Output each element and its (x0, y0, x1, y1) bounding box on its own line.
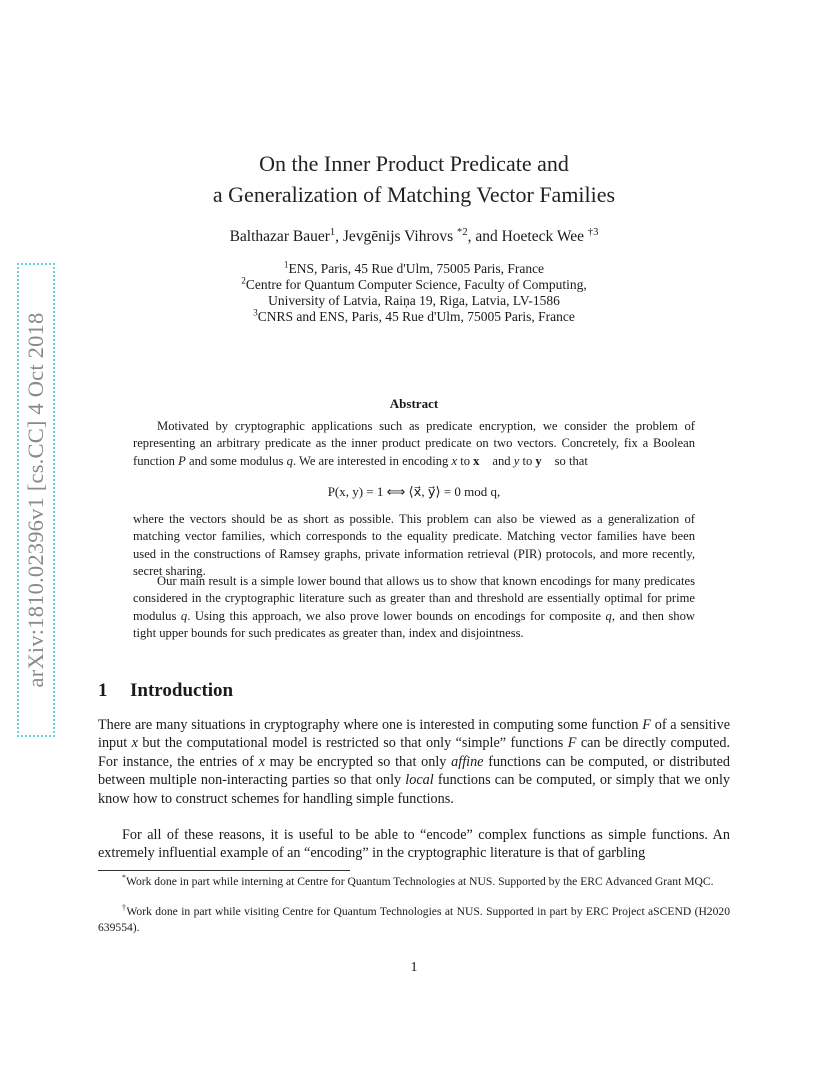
math-symbol: x (451, 453, 458, 468)
body-text: of a sensitive input (98, 717, 731, 752)
display-equation: P(x, y) = 1 ⟺ ⟨x⃗, y⃗⟩ = 0 mod q, (327, 484, 501, 499)
affiliation-mark: 1 (329, 226, 336, 238)
footnote-mark: † (122, 903, 127, 913)
emphasis-text: affine (451, 753, 484, 770)
math-symbol: q (605, 608, 612, 623)
abstract-text: , and then show tight upper bounds for such predicates as greater than, index and disjointness. (133, 608, 695, 640)
abstract-text: Our main result is a simple lower bound that allows us to show that known encodings for many predicates considered in the cryptographic literature such as greater than and threshold are essentially optimal for prime modulus (133, 574, 695, 623)
section-heading (98, 680, 233, 702)
body-text: but the computational model is restricted so that only “simple” functions (137, 735, 568, 752)
abstract-text: so that (551, 453, 588, 468)
abstract-text: Motivated by cryptographic applications such as predicate encryption, we consider the problem of representing an arbitrary predicate as the inner product predicate on two vectors. Concretely, fix a Boolean function (133, 419, 695, 468)
affiliation-2-cont: University of Latvia, Raiņa 19, Riga, Latvia, LV-1586 (268, 293, 560, 308)
body-text: functions can be computed, or simply that we only know how to construct schemes for handling simple functions. (98, 772, 730, 807)
math-symbol: q (180, 608, 188, 623)
math-symbol: x (258, 753, 265, 770)
affiliation-3 (0, 309, 828, 325)
abstract-text: . Using this approach, we also prove lower bounds on encodings for composite (187, 608, 606, 623)
math-symbol: q (286, 453, 293, 468)
body-text: may be encrypted so that only (264, 753, 452, 770)
footnote-text: Work done in part while interning at Centre for Quantum Technologies at NUS. Supported by the ERC Advanced Grant MQC. (125, 875, 714, 888)
author-name: Balthazar Bauer (229, 228, 330, 245)
body-text: There are many situations in cryptography where one is interested in computing some function (98, 717, 643, 733)
footnote-2 (98, 904, 730, 935)
author-name: Hoeteck Wee (501, 228, 588, 245)
affiliation-text: Centre for Quantum Computer Science, Faculty of Computing, (245, 277, 587, 292)
affiliation-mark: †3 (587, 226, 599, 238)
abstract-paragraph-2: where the vectors should be as short as possible. This problem can also be viewed as a generalization of matching vector families, which corresponds to the equality predicate. Matching vector families have been used in the constructions of Ramsey graphs, private information retrieval (PIR) protocols, and more recently, secret sharing. (133, 512, 695, 578)
paper-title-line-2: a Generalization of Matching Vector Families (212, 182, 616, 207)
math-vector: y⃗ (535, 453, 552, 468)
intro-paragraph-1 (98, 716, 730, 808)
abstract-paragraph-1 (133, 418, 695, 470)
author-name: Jevgēnijs Vihrovs (342, 228, 458, 245)
author-separator: , (335, 228, 343, 245)
math-symbol: x (131, 735, 138, 752)
arxiv-stamp: arXiv:1810.02396v1 [cs.CC] 4 Oct 2018 (23, 312, 48, 688)
author-separator: , and (467, 228, 502, 245)
author-list (0, 228, 828, 246)
footnote-1 (98, 874, 730, 890)
abstract-text: to (519, 453, 536, 468)
affiliation-text: CNRS and ENS, Paris, 45 Rue d'Ulm, 75005 Paris, France (257, 309, 575, 324)
math-symbol: F (642, 717, 651, 733)
abstract-text: and some modulus (185, 453, 287, 468)
intro-paragraph-2: For all of these reasons, it is useful to be able to “encode” complex functions as simple functions. An extremely influential example of an “encoding” in the cryptographic literature is that of garbling (98, 827, 730, 862)
page-number: 1 (410, 960, 418, 975)
affiliation-mark: 1 (283, 259, 289, 270)
affiliation-1 (0, 261, 828, 277)
affiliation-text: ENS, Paris, 45 Rue d'Ulm, 75005 Paris, France (288, 261, 545, 276)
affiliation-mark: 2 (241, 275, 246, 286)
section-number: 1 (98, 680, 108, 701)
affiliation-mark: *2 (457, 226, 468, 238)
abstract-text: and (489, 453, 514, 468)
footnote-mark: * (122, 873, 126, 883)
math-symbol: P (178, 453, 186, 468)
emphasis-text: local (405, 772, 434, 789)
math-vector: x⃗ (473, 453, 490, 468)
section-title: Introduction (130, 680, 234, 701)
body-text: can be directly computed. For instance, the entries of (98, 735, 731, 770)
abstract-heading: Abstract (389, 396, 439, 411)
footnote-rule (98, 870, 350, 871)
body-text: functions can be computed, or distributed between multiple non-interacting parties so that only (98, 753, 730, 789)
affiliation-mark: 3 (253, 307, 258, 318)
affiliation-2 (0, 277, 828, 293)
abstract-text: to (457, 453, 474, 468)
math-symbol: y (513, 453, 520, 468)
abstract-paragraph-3 (133, 573, 695, 642)
abstract-text: . We are interested in encoding (292, 453, 452, 468)
footnote-text: Work done in part while visiting Centre for Quantum Technologies at NUS. Supported in part by ERC Project aSCEND (H2020 639554). (98, 905, 730, 934)
math-symbol: F (567, 735, 577, 752)
paper-title-line-1: On the Inner Product Predicate and (259, 151, 569, 176)
